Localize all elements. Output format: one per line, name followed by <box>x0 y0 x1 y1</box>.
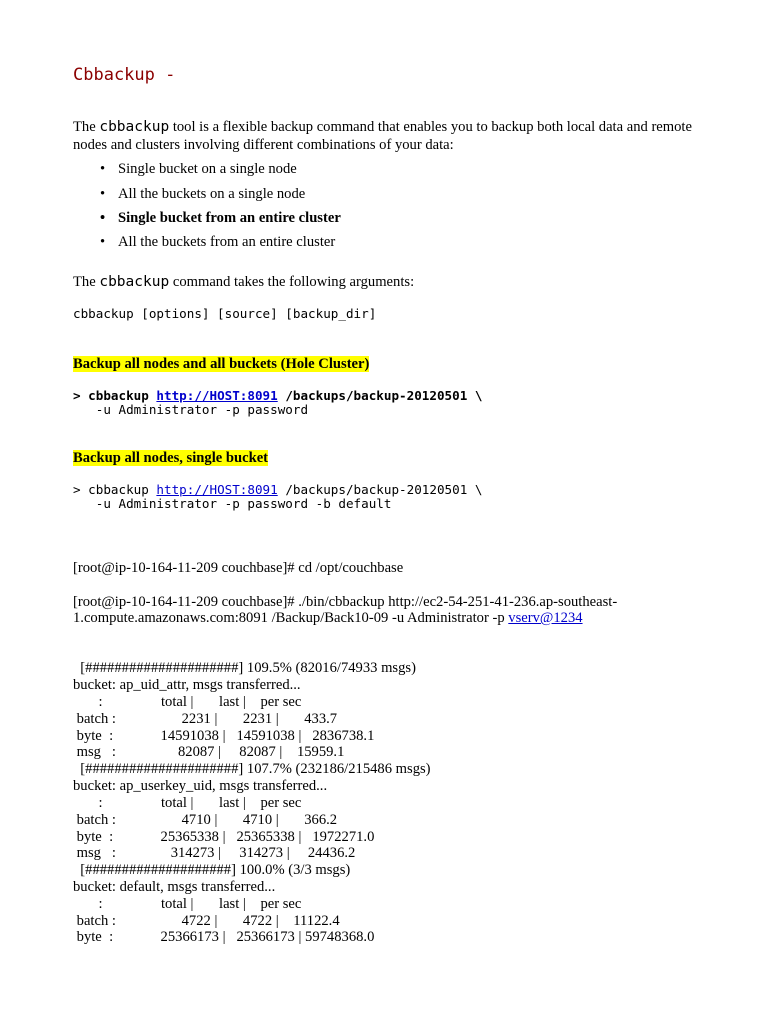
list-item: • All the buckets on a single node <box>100 186 306 202</box>
host-link[interactable]: http://HOST:8091 <box>156 482 278 497</box>
output-line: [####################] 100.0% (3/3 msgs) <box>73 862 351 878</box>
output-line: bucket: ap_userkey_uid, msgs transferred... <box>73 778 328 794</box>
page-title: Cbbackup - <box>73 65 176 85</box>
bullet-icon: • <box>100 234 106 250</box>
output-line: [#####################] 109.5% (82016/74933 msgs) <box>73 660 416 676</box>
intro-code: cbbackup <box>99 119 170 135</box>
shell-line-backup: [root@ip-10-164-11-209 couchbase]# ./bin/cbbackup http://ec2-54-251-41-236.ap-southeast- <box>73 594 618 610</box>
shell-line-cd: [root@ip-10-164-11-209 couchbase]# cd /opt/couchbase <box>73 560 404 576</box>
output-line: bucket: default, msgs transferred... <box>73 879 276 895</box>
output-line: [#####################] 107.7% (232186/215486 msgs) <box>73 761 431 777</box>
list-item: • Single bucket from an entire cluster <box>100 210 341 226</box>
output-line: batch : 2231 | 2231 | 433.7 <box>73 711 338 727</box>
section1-command-line2: -u Administrator -p password <box>73 402 309 417</box>
output-line: msg : 82087 | 82087 | 15959.1 <box>73 744 345 760</box>
section2-command-line2: -u Administrator -p password -b default <box>73 496 392 511</box>
intro-pre: The <box>73 119 100 135</box>
output-line: msg : 314273 | 314273 | 24436.2 <box>73 845 356 861</box>
intro-post: tool is a flexible backup command that enables you to backup both local data and remote nodes and clusters involving different combinations of your data: <box>73 119 692 153</box>
output-line: : total | last | per sec <box>73 694 302 710</box>
output-line: bucket: ap_uid_attr, msgs transferred... <box>73 677 301 693</box>
output-line: batch : 4710 | 4710 | 366.2 <box>73 812 338 828</box>
output-line: byte : 25366173 | 25366173 | 59748368.0 <box>73 929 375 945</box>
output-line: : total | last | per sec <box>73 896 302 912</box>
output-line: batch : 4722 | 4722 | 11122.4 <box>73 913 340 929</box>
list-item: • All the buckets from an entire cluster <box>100 234 336 250</box>
output-line: byte : 14591038 | 14591038 | 2836738.1 <box>73 728 375 744</box>
section2-heading: Backup all nodes, single bucket <box>73 450 269 466</box>
args-paragraph: The cbbackup command takes the following arguments: <box>73 274 415 290</box>
bullet-icon: • <box>100 186 106 202</box>
output-line: byte : 25365338 | 25365338 | 1972271.0 <box>73 829 375 845</box>
section1-command: > cbbackup http://HOST:8091 /backups/backup-20120501 \ <box>73 388 483 403</box>
syntax-line: cbbackup [options] [source] [backup_dir] <box>73 306 377 321</box>
bullet-icon: • <box>100 161 106 177</box>
shell-line-backup-cont: 1.compute.amazonaws.com:8091 /Backup/Back10-09 -u Administrator -p vserv@1234 <box>73 610 583 626</box>
password-link[interactable]: vserv@1234 <box>508 610 583 626</box>
section1-heading: Backup all nodes and all buckets (Hole Cluster) <box>73 356 370 372</box>
bullet-icon: • <box>100 210 106 226</box>
intro-paragraph <box>73 119 713 154</box>
host-link[interactable]: http://HOST:8091 <box>156 388 278 403</box>
section2-command: > cbbackup http://HOST:8091 /backups/backup-20120501 \ <box>73 482 483 497</box>
output-line: : total | last | per sec <box>73 795 302 811</box>
list-item: • Single bucket on a single node <box>100 161 297 177</box>
